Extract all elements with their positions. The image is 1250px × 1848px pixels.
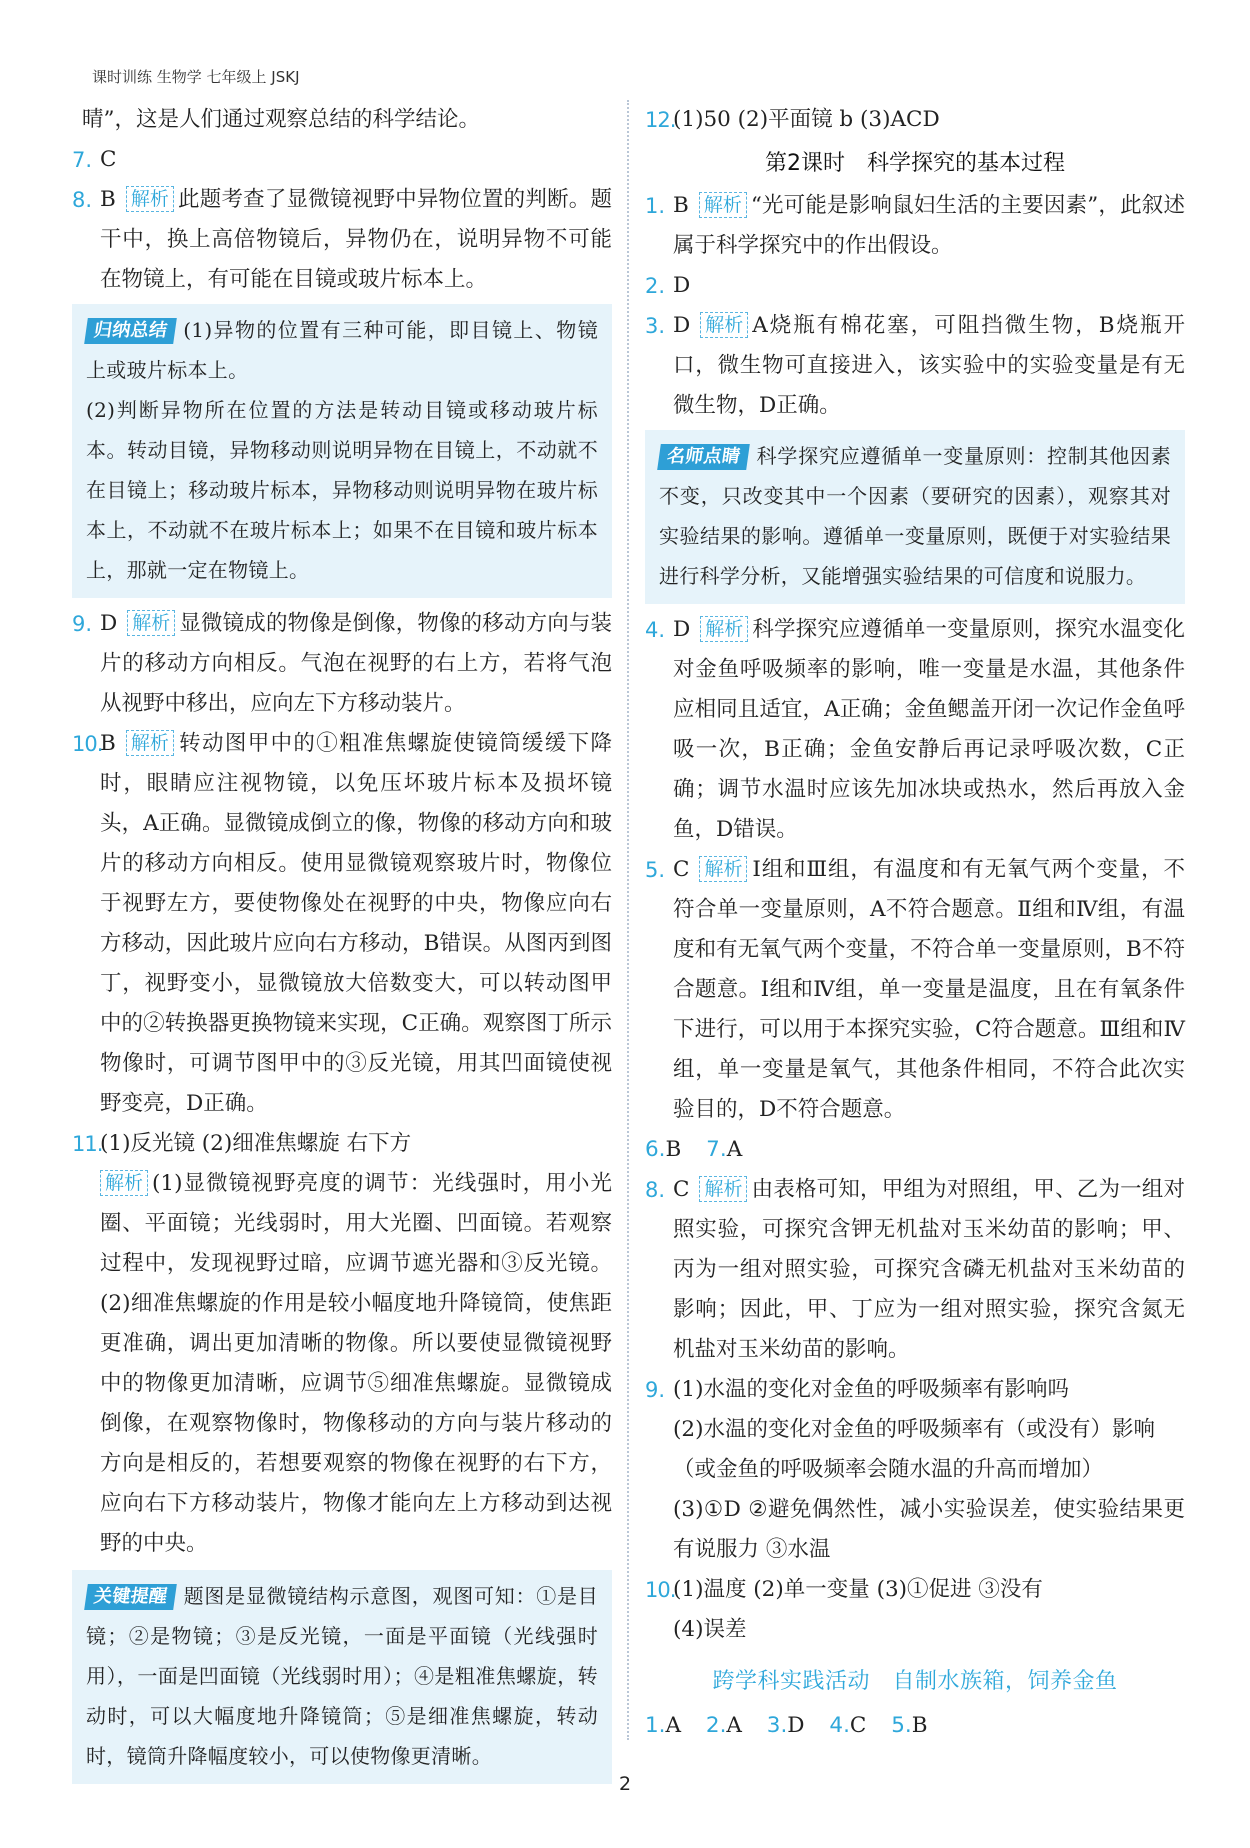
item-number: 4.	[645, 618, 666, 642]
answer-9	[72, 604, 612, 724]
answer-text: (1)50 (2)平面镜 b (3)ACD	[673, 107, 940, 132]
item-number: 9.	[72, 612, 93, 636]
answer-choice: A	[665, 1713, 682, 1738]
answer-r4	[645, 610, 1185, 850]
analysis-tag: 解析	[699, 1176, 747, 1202]
box-tag: 归纳总结	[84, 318, 177, 344]
item-number: 2.	[645, 274, 666, 298]
answer-r3	[645, 306, 1185, 426]
answer-r5	[645, 850, 1185, 1130]
item-number: 2.	[705, 1713, 727, 1738]
item-number: 8.	[72, 188, 93, 212]
summary-box	[72, 304, 612, 598]
analysis-tag: 解析	[126, 730, 174, 756]
answer-choice: C	[100, 147, 117, 172]
analysis-tag: 解析	[700, 616, 748, 642]
answer-text: (1)反光镜 (2)细准焦螺旋 右下方	[100, 1131, 412, 1156]
analysis-tag: 解析	[126, 186, 174, 212]
analysis-text: (1)显微镜视野亮度的调节：光线强时，用小光圈、平面镜；光线弱时，用大光圈、凹面镜。若观察过程中，发现视野过暗，应调节遮光器和③反光镜。(2)细准焦螺旋的作用是较小幅度地升降镜筒，使焦距更准确，调出更加清晰的物像。所以要使显微镜视野中的物像更加清晰，应调节⑤细准焦螺旋。显微镜成倒像，在观察物像时，物像移动的方向与装片移动的方向是相反的，若想要观察的物像在视野的右下方，应向右下方移动装片，物像才能向左上方移动到达视野的中央。	[100, 1171, 612, 1556]
box-tag: 关键提醒	[84, 1584, 177, 1610]
analysis-text: 转动图甲中的①粗准焦螺旋使镜筒缓缓下降时，眼睛应注视物镜，以免压坏玻片标本及损坏镜头，A正确。显微镜成倒立的像，物像的移动方向和玻片的移动方向相反。使用显微镜观察玻片时，物像位于视野左方，要使物像处在视野的中央，物像应向右方移动，因此玻片应向右方移动，B错误。从图丙到图丁，视野变小，显微镜放大倍数变大，可以转动图甲中的②转换器更换物镜来实现，C正确。观察图丁所示物像时，可调节图甲中的③反光镜，用其凹面镜使视野变亮，D正确。	[100, 731, 612, 1116]
analysis-text: A烧瓶有棉花塞，可阻挡微生物，B烧瓶开口，微生物可直接进入，该实验中的实验变量是有无微生物，D正确。	[673, 313, 1185, 418]
answer-r1	[645, 186, 1185, 266]
box-text: 题图是显微镜结构示意图，观图可知：①是目镜；②是物镜；③是反光镜，一面是平面镜（光线强时用），一面是凹面镜（光线弱时用）；④是粗准焦螺旋，转动时，可以大幅度地升降镜筒；⑤是细准焦螺旋，转动时，镜筒升降幅度较小，可以使物像更清晰。	[86, 1584, 598, 1768]
item-number: 5.	[891, 1713, 912, 1738]
continued-line: 晴”，这是人们通过观察总结的科学结论。	[82, 107, 480, 132]
analysis-text: “光可能是影响鼠妇生活的主要因素”，此叙述属于科学探究中的作出假设。	[673, 193, 1185, 258]
answer-line: (1)水温的变化对金鱼的呼吸频率有影响吗	[673, 1377, 1069, 1402]
box-text: 科学探究应遵循单一变量原则：控制其他因素不变，只改变其中一个因素（要研究的因素），观察其对实验结果的影响。遵循单一变量原则，既便于对实验结果进行科学分析，又能增强实验结果的可信度和说服力。	[659, 444, 1171, 588]
item-number: 1.	[645, 1713, 666, 1738]
activity-title: 跨学科实践活动 自制水族箱，饲养金鱼	[712, 1669, 1118, 1694]
box-text: (2)判断异物所在位置的方法是转动目镜或移动玻片标本。转动目镜，异物移动则说明异物在目镜上，不动就不在目镜上；移动玻片标本，异物移动则说明异物在玻片标本上，不动就不在玻片标本上；如果不在目镜和玻片标本上，那就一定在物镜上。	[86, 398, 598, 582]
answer-r2	[645, 266, 1185, 306]
answer-choice: C	[673, 1177, 690, 1202]
analysis-tag: 解析	[100, 1170, 148, 1196]
analysis-text: 科学探究应遵循单一变量原则，探究水温变化对金鱼呼吸频率的影响，唯一变量是水温，其他条件应相同且适宜，A正确；金鱼鳃盖开闭一次记作金鱼呼吸一次，B正确；金鱼安静后再记录呼吸次数，C正确；调节水温时应该先加冰块或热水，然后再放入金鱼，D错误。	[673, 617, 1185, 842]
box-tag: 名师点睛	[657, 444, 750, 470]
answer-choice: D	[787, 1713, 805, 1738]
item-number: 11.	[72, 1132, 103, 1156]
answer-choice: A	[726, 1137, 743, 1162]
left-column	[72, 100, 612, 1790]
analysis-tag: 解析	[127, 610, 175, 636]
analysis-text: 由表格可知，甲组为对照组，甲、乙为一组对照实验，可探究含钾无机盐对玉米幼苗的影响；甲、丙为一组对照实验，可探究含磷无机盐对玉米幼苗的影响；因此，甲、丁应为一组对照实验，探究含氮无机盐对玉米幼苗的影响。	[673, 1177, 1185, 1362]
section-title: 第2课时 科学探究的基本过程	[765, 151, 1065, 176]
answer-r6-r7	[645, 1130, 1185, 1170]
item-number: 12.	[645, 108, 676, 132]
answer-choice: D	[673, 617, 691, 642]
analysis-tag: 解析	[699, 856, 747, 882]
key-reminder-box	[72, 1570, 612, 1784]
answer-choice: B	[665, 1137, 682, 1162]
activity-answers	[645, 1706, 1185, 1746]
answer-12	[645, 100, 1185, 140]
answer-choice: C	[673, 857, 690, 882]
analysis-text: 显微镜成的物像是倒像，物像的移动方向与装片的移动方向相反。气泡在视野的右上方，若将气泡从视野中移出，应向左下方移动装片。	[100, 611, 612, 716]
item-number: 3.	[766, 1713, 788, 1738]
running-header: 课时训练 生物学 七年级上 JSKJ	[92, 68, 300, 86]
answer-choice: B	[911, 1713, 928, 1738]
answer-choice: B	[100, 187, 116, 212]
item-number: 9.	[645, 1378, 666, 1402]
item-number: 4.	[829, 1713, 850, 1738]
answer-choice: C	[849, 1713, 867, 1738]
box-text: (1)异物的位置有三种可能，即目镜上、物镜上或玻片标本上。	[86, 318, 598, 382]
item-number: 8.	[645, 1178, 666, 1202]
right-column	[645, 100, 1185, 1746]
answer-choice: D	[673, 313, 691, 338]
answer-choice: B	[100, 731, 116, 756]
answer-choice: B	[673, 193, 689, 218]
answer-line: (4)误差	[673, 1617, 747, 1642]
answer-r8	[645, 1170, 1185, 1370]
answer-choice: A	[726, 1713, 742, 1738]
item-number: 7.	[706, 1137, 727, 1162]
item-number: 1.	[645, 194, 666, 218]
answer-line: (1)温度 (2)单一变量 (3)①促进 ③没有	[673, 1577, 1043, 1602]
answer-11	[72, 1124, 612, 1564]
answer-line: (2)水温的变化对金鱼的呼吸频率有（或没有）影响	[673, 1417, 1155, 1442]
answer-line: （或金鱼的呼吸频率会随水温的升高而增加）	[673, 1457, 1104, 1482]
item-number: 6.	[645, 1137, 666, 1162]
item-number: 10.	[645, 1578, 676, 1602]
answer-10	[72, 724, 612, 1124]
analysis-tag: 解析	[699, 192, 747, 218]
answer-choice: D	[100, 611, 118, 636]
analysis-text: Ⅰ组和Ⅲ组，有温度和有无氧气两个变量，不符合单一变量原则，A不符合题意。Ⅱ组和Ⅳ组，有温度和有无氧气两个变量，不符合单一变量原则，B不符合题意。Ⅰ组和Ⅳ组，单一变量是温度，且在有氧条件下进行，可以用于本探究实验，C符合题意。Ⅲ组和Ⅳ组，单一变量是氧气，其他条件相同，不符合此次实验目的，D不符合题意。	[673, 857, 1185, 1122]
page-number: 2	[618, 1773, 632, 1795]
item-number: 3.	[645, 314, 666, 338]
analysis-text: 此题考查了显微镜视野中异物位置的判断。题干中，换上高倍物镜后，异物仍在，说明异物不可能在物镜上，有可能在目镜或玻片标本上。	[100, 187, 612, 292]
teacher-tip-box	[645, 430, 1185, 604]
answer-choice: D	[673, 273, 691, 298]
answer-7	[72, 140, 612, 180]
item-number: 5.	[645, 858, 666, 882]
answer-r10	[645, 1570, 1185, 1650]
answer-line: (3)①D ②避免偶然性，减小实验误差，使实验结果更有说服力 ③水温	[673, 1497, 1185, 1562]
answer-8	[72, 180, 612, 300]
column-divider	[627, 100, 629, 1740]
answer-r9	[645, 1370, 1185, 1570]
item-number: 10.	[72, 732, 103, 756]
item-number: 7.	[72, 148, 93, 172]
analysis-tag: 解析	[700, 312, 748, 338]
